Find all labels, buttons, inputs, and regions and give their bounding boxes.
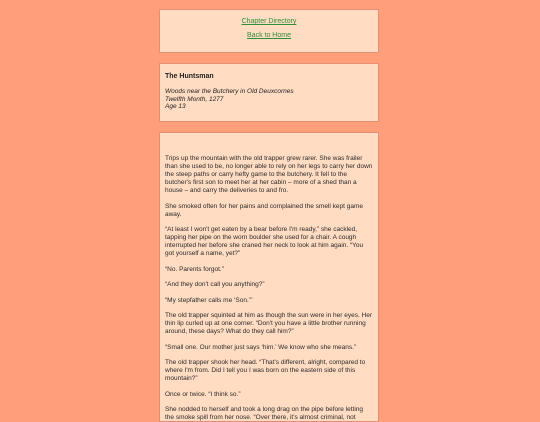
chapter-body-panel <box>159 132 379 422</box>
story-paragraph: “My stepfather calls me ‘Son.’” <box>165 296 253 304</box>
story-paragraph: She nodded to herself and took a long drag on the pipe before letting the smoke spill from her nose. “Over there, it's almost criminal, not <box>165 406 364 421</box>
story-paragraph: The old trapper shook her head. “That's different, alright, compared to where I'm from. Did I tell you I was born on the eastern side of this mountain?” <box>165 359 366 382</box>
chapter-location: Woods near the Butchery in Old Deuxcornes <box>165 88 294 95</box>
story-paragraph: Trips up the mountain with the old trapper grew rarer. She was frailer than she used to be, no longer able to rely on her legs to carry her down the steep paths or carry hefty game to the butchery. It fell to the butcher's first son to meet her at her cabin – more of a shed than a house – and carry the deliveries to and fro. <box>165 155 373 194</box>
story-paragraph: She smoked often for her pains and complained the smell kept game away. <box>165 202 364 218</box>
story-paragraph: “No. Parents forgot.” <box>165 265 224 273</box>
chapter-directory-link[interactable]: Chapter Directory <box>241 18 297 25</box>
chapter-age: Age 13 <box>165 103 186 110</box>
story-paragraph: The old trapper squinted at him as though the sun were in her eyes. Her thin lip curled up at one corner. “Don't you have a little brother running around, these days? What do they call him?” <box>165 312 373 335</box>
chapter-title: The Huntsman <box>165 73 214 80</box>
story-paragraph: Once or twice. “I think so.” <box>165 390 241 398</box>
chapter-date: Twelfth Month, 1277 <box>165 95 224 103</box>
story-paragraph: “Small one. Our mother just says ‘him.’ We know who she means.” <box>165 343 357 351</box>
back-to-home-link[interactable]: Back to Home <box>247 32 291 39</box>
story-paragraph: “And they don't call you anything?” <box>165 281 265 288</box>
story-paragraph: “At least I won't get eaten by a bear before I'm ready,” she cackled, tapping her pipe on the worn boulder she used for a chair. A cough interrupted her before she craned her neck to look at him again. “You got yourself a name, yet?” <box>165 226 364 257</box>
chapter-nav-panel <box>159 9 379 53</box>
chapter-header-panel <box>159 63 379 122</box>
